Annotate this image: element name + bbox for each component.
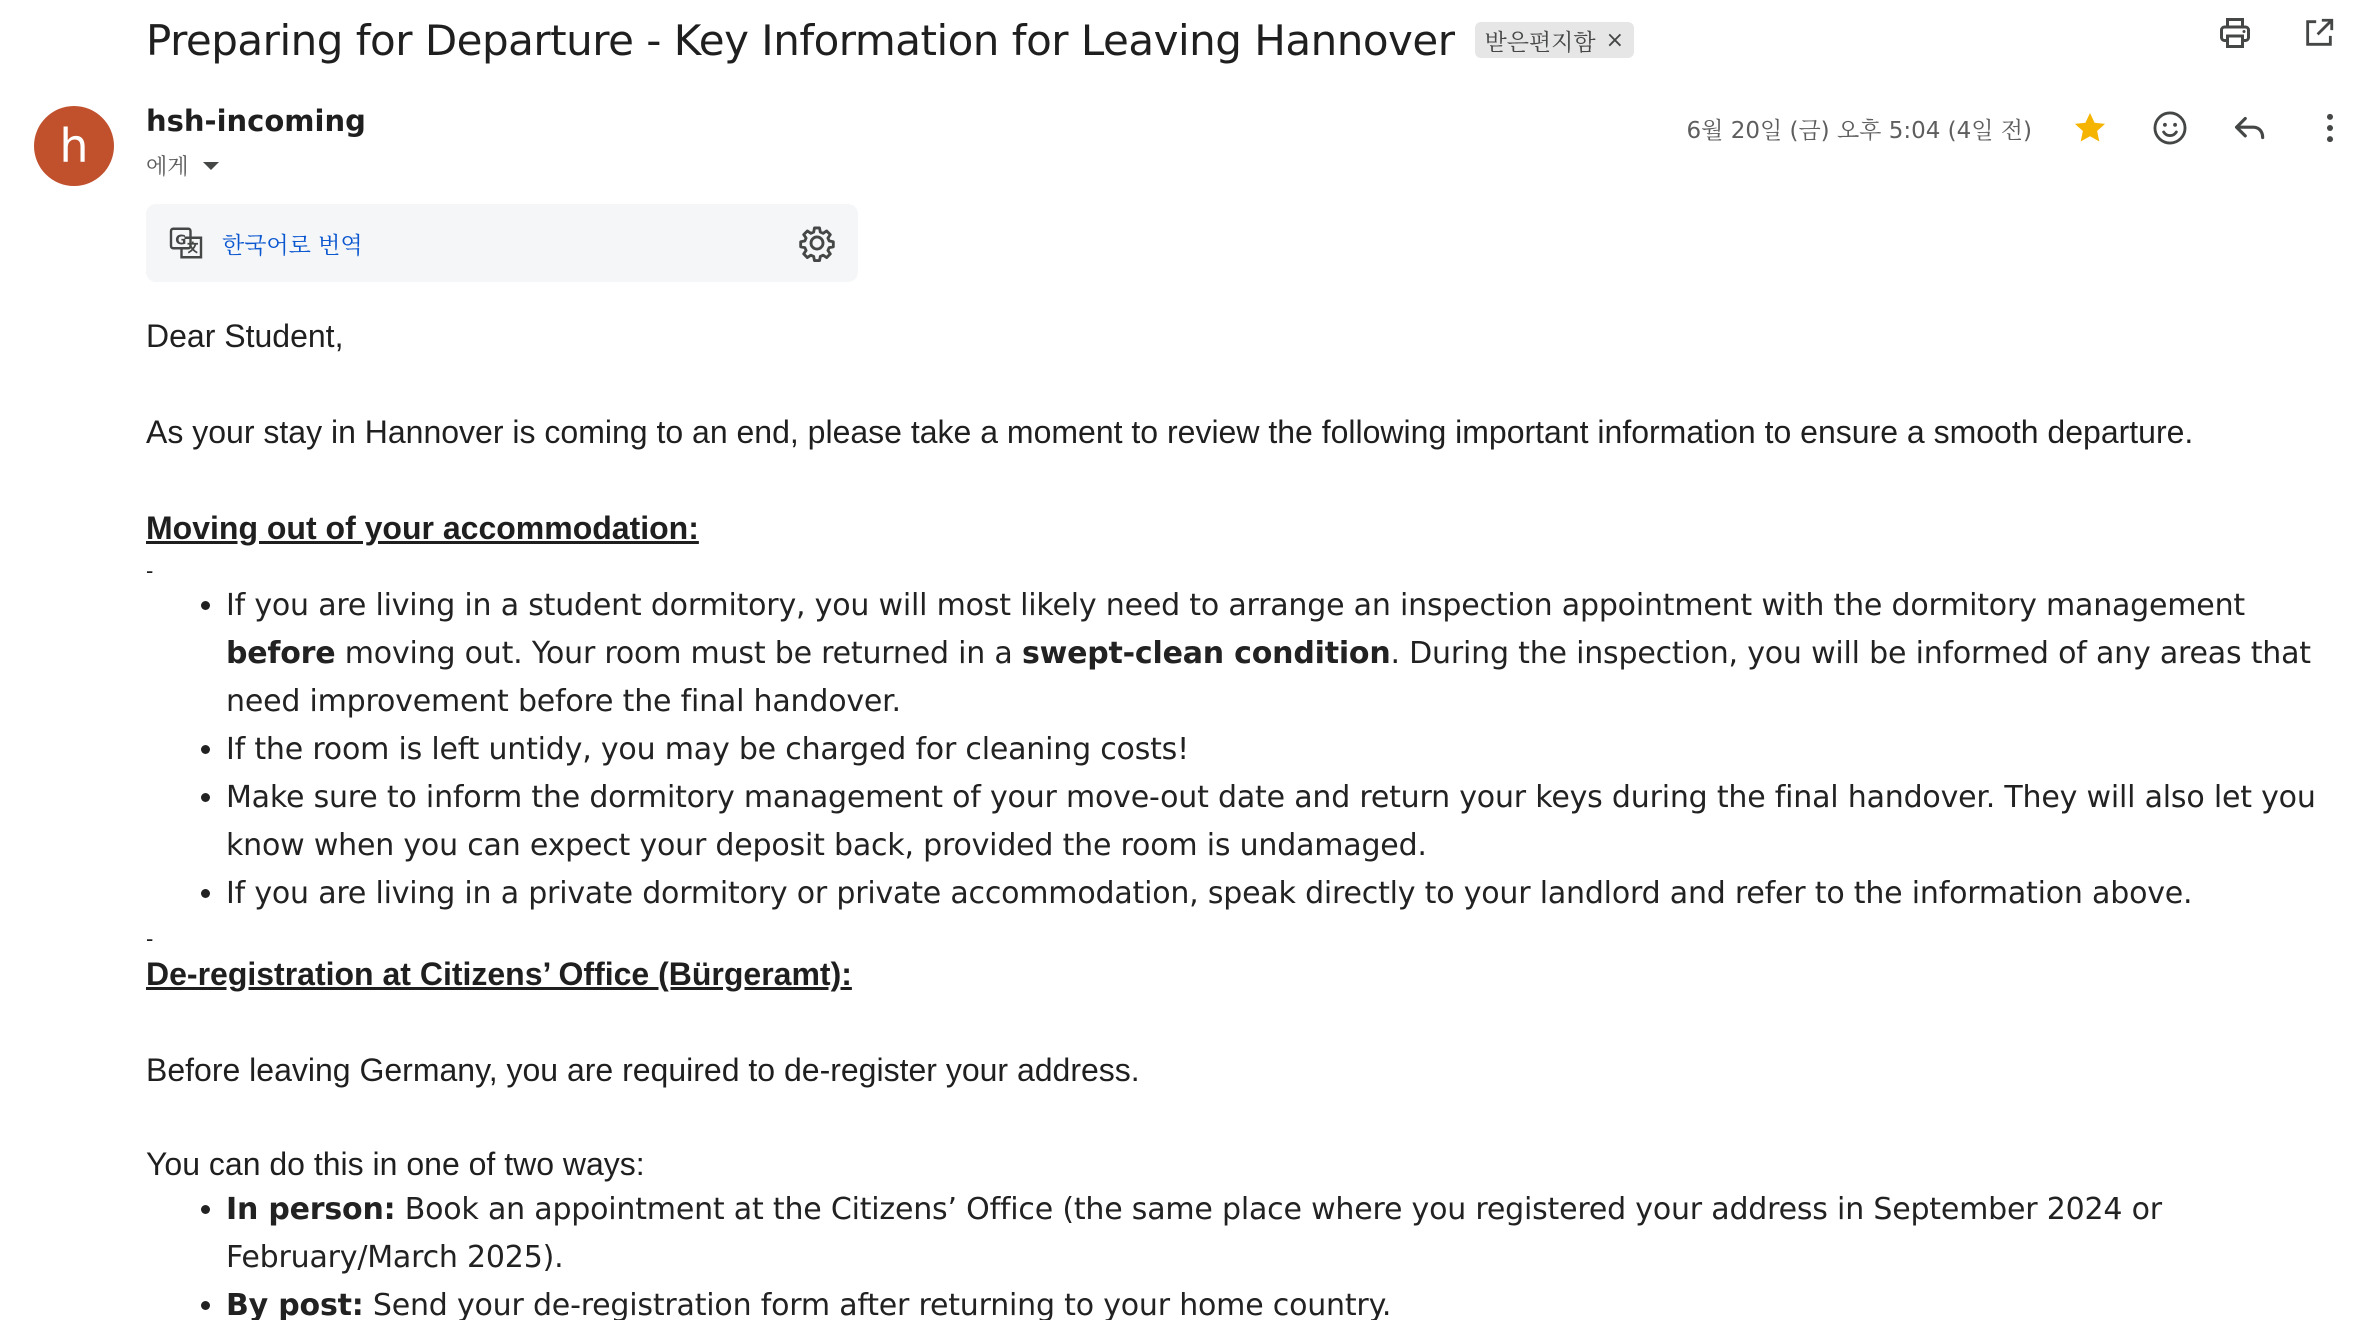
list-item-text: If you are living in a student dormitory, you will most likely need to arrange an inspection appointment with the dormitory management [226, 588, 2245, 623]
inbox-label-chip [1475, 22, 1635, 58]
recipient-details-toggle[interactable] [146, 150, 219, 181]
list-item [226, 1282, 2346, 1320]
translate-icon [168, 225, 204, 261]
inbox-label-text: 받은편지함 [1484, 29, 1596, 56]
top-toolbar [2216, 14, 2338, 52]
email-subject: Preparing for Departure - Key Information for Leaving Hannover [146, 15, 1455, 65]
list-item [226, 774, 2346, 870]
list-item [226, 870, 2346, 918]
bold-text: In person: [226, 1192, 396, 1227]
message-meta-row [1687, 104, 2352, 152]
svg-text:G: G [175, 232, 187, 249]
sender-avatar[interactable]: h [34, 106, 114, 186]
reply-button[interactable] [2228, 106, 2272, 150]
caret-down-icon [203, 162, 219, 170]
more-options-button[interactable] [2308, 106, 2352, 150]
reply-icon [2231, 109, 2269, 147]
sender-name[interactable]: hsh-incoming [146, 104, 366, 138]
list-item-text: Book an appointment at the Citizens’ Office (the same place where you registered your address in September 2024 or February/March 2025). [226, 1192, 2162, 1275]
intro-paragraph: As your stay in Hannover is coming to an end, please take a moment to review the following important information to ensure a smooth departure. [146, 414, 2194, 450]
recipient-label: 에게 [146, 155, 189, 180]
moving-out-list [146, 582, 2346, 918]
list-item-text: Send your de-registration form after returning to your home country. [363, 1288, 1392, 1320]
list-item-text: If the room is left untidy, you may be charged for cleaning costs! [226, 732, 1189, 767]
list-item-text: If you are living in a private dormitory or private accommodation, speak directly to your landlord and refer to the information above. [226, 876, 2193, 911]
list-item-text: Make sure to inform the dormitory management of your move-out date and return your keys during the final handover. They will also let you know when you can expect your deposit back, provided the room is undamaged. [226, 780, 2316, 863]
list-item-text: . During the inspection, you will be informed of any areas that need improvement before the final handover. [226, 636, 2311, 719]
separator-dash: - [146, 926, 154, 951]
bold-text: swept-clean condition [1021, 636, 1391, 671]
list-item [226, 582, 2346, 726]
list-item [226, 1186, 2346, 1282]
remove-label-button[interactable]: × [1605, 27, 1625, 53]
open-in-new-window-icon [2302, 16, 2336, 50]
translate-to-korean-link[interactable]: 한국어로 번역 [222, 232, 363, 259]
subject-row [146, 10, 1634, 70]
bold-text: before [226, 636, 336, 671]
print-button[interactable] [2216, 14, 2254, 52]
deregistration-list [146, 1186, 2346, 1320]
message-body [146, 312, 2346, 1320]
bold-text: By post: [226, 1288, 364, 1320]
deregistration-requirement: Before leaving Germany, you are required to de-register your address. [146, 1052, 1140, 1088]
separator-dash: - [146, 558, 154, 583]
add-reaction-button[interactable] [2148, 106, 2192, 150]
open-in-new-window-button[interactable] [2300, 14, 2338, 52]
message-date: 6월 20일 (금) 오후 5:04 (4일 전) [1686, 117, 2032, 144]
section-heading-moving-out: Moving out of your accommodation: [146, 510, 699, 546]
more-options-icon [2311, 109, 2349, 147]
section-heading-deregistration: De-registration at Citizens’ Office (Bürgeramt): [146, 956, 852, 992]
translate-bar [146, 204, 858, 282]
deregistration-ways-intro: You can do this in one of two ways: [146, 1146, 645, 1182]
star-icon [2071, 109, 2109, 147]
greeting: Dear Student, [146, 318, 344, 354]
star-button[interactable] [2068, 106, 2112, 150]
list-item-text: moving out. Your room must be returned in a [335, 636, 1022, 671]
settings-gear-icon[interactable] [798, 224, 836, 262]
emoji-reaction-icon [2151, 109, 2189, 147]
print-icon [2217, 15, 2253, 51]
list-item [226, 726, 2346, 774]
